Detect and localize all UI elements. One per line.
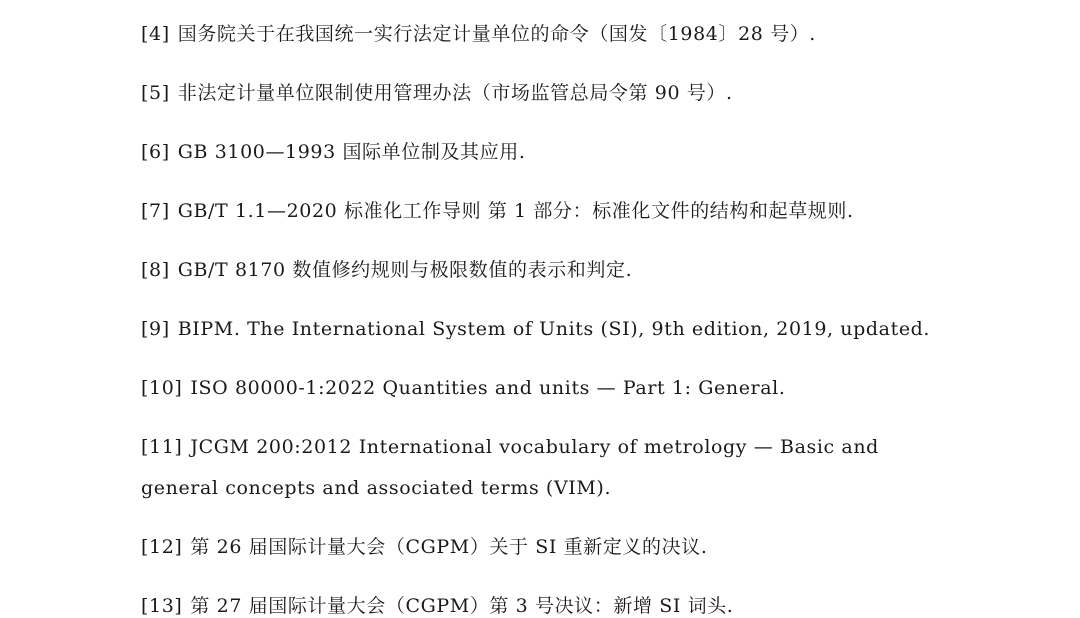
reference-item-6	[141, 140, 526, 164]
reference-text: GB/T 8170 数值修约规则与极限数值的表示和判定.	[177, 259, 633, 281]
reference-number: [12]	[141, 536, 183, 558]
reference-number: [5]	[141, 82, 170, 104]
reference-text: BIPM. The International System of Units (SI), 9th edition, 2019, updated.	[177, 318, 931, 340]
reference-item-11-continuation	[141, 476, 611, 500]
reference-item-12	[141, 535, 707, 559]
reference-text: 非法定计量单位限制使用管理办法（市场监管总局令第 90 号）.	[177, 82, 733, 104]
reference-item-11	[141, 435, 879, 459]
reference-number: [4]	[141, 23, 170, 45]
reference-number: [7]	[141, 200, 170, 222]
reference-text: 国务院关于在我国统一实行法定计量单位的命令（国发〔1984〕28 号）.	[177, 23, 816, 45]
reference-text: 第 27 届国际计量大会（CGPM）第 3 号决议：新增 SI 词头.	[190, 595, 734, 617]
reference-number: [10]	[141, 377, 183, 399]
reference-item-10	[141, 376, 785, 400]
reference-number: [13]	[141, 595, 183, 617]
reference-number: [9]	[141, 318, 170, 340]
reference-text: GB 3100—1993 国际单位制及其应用.	[177, 141, 526, 163]
reference-text: 第 26 届国际计量大会（CGPM）关于 SI 重新定义的决议.	[190, 536, 708, 558]
reference-item-7	[141, 199, 854, 223]
reference-number: [6]	[141, 141, 170, 163]
reference-number: [11]	[141, 436, 183, 458]
reference-text: JCGM 200:2012 International vocabulary of metrology — Basic and	[190, 436, 879, 458]
reference-text: GB/T 1.1—2020 标准化工作导则 第 1 部分：标准化文件的结构和起草规则.	[177, 200, 854, 222]
reference-item-9	[141, 317, 930, 341]
reference-item-8	[141, 258, 632, 282]
reference-item-4	[141, 22, 816, 46]
reference-text-continuation: general concepts and associated terms (VIM).	[141, 477, 612, 499]
reference-item-5	[141, 81, 733, 105]
reference-text: ISO 80000-1:2022 Quantities and units — Part 1: General.	[190, 377, 786, 399]
reference-number: [8]	[141, 259, 170, 281]
reference-item-13	[141, 594, 733, 618]
